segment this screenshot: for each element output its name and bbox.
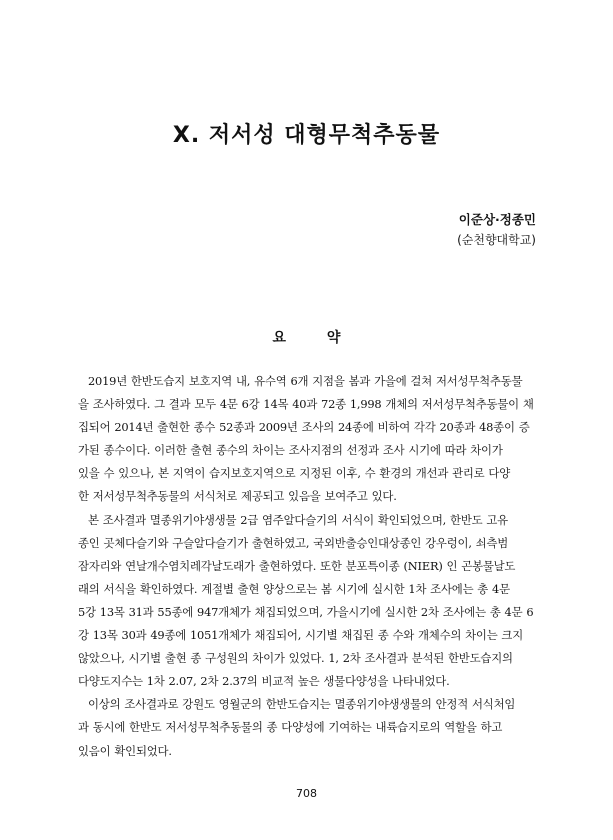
- abstract-paragraph-1: [78, 370, 536, 509]
- text-line: 강 13목 30과 49종에 1051개체가 채집되어, 시기별 채집된 종 수와 개체수의 차이는 크지: [78, 628, 524, 643]
- abstract-paragraph-3: [78, 693, 536, 762]
- text-line: 다양도지수는 1차 2.07, 2차 2.37의 비교적 높은 생물다양성을 나타내었다.: [78, 674, 450, 689]
- text-line: 종인 곳체다슬기와 구슬알다슬기가 출현하였고, 국외반출승인대상종인 강우렁이, 쇠측범: [78, 535, 509, 550]
- text-line: 있음이 확인되었다.: [78, 743, 172, 758]
- text-line: 않았으나, 시기별 출현 종 구성원의 차이가 있었다. 1, 2차 조사결과 분석된 한반도습지의: [78, 651, 513, 666]
- author-affiliation: (순천향대학교): [457, 233, 536, 247]
- text-line: 이상의 조사결과로 강원도 영월군의 한반도습지는 멸종위기야생생물의 안정적 서식처임: [88, 697, 516, 712]
- text-line: 5강 13목 31과 55종에 947개체가 채집되었으며, 가을시기에 실시한 2차 조사에는 총 4문 6: [78, 604, 534, 619]
- text-line: 2019년 한반도습지 보호지역 내, 유수역 6개 지점을 봄과 가을에 걸쳐 저서성무척추동물: [88, 374, 523, 388]
- text-line: 을 조사하였다. 그 결과 모두 4문 6강 14목 40과 72종 1,998 개체의 저서성무척추동물이 채: [78, 397, 534, 412]
- abstract-paragraph-2: [78, 509, 536, 694]
- text-line: 잠자리와 연날개수염치레각날도래가 출현하였다. 또한 분포특이종 (NIER) 인 곤봉물날도: [78, 558, 516, 573]
- abstract-body: [78, 370, 536, 763]
- text-line: 가된 종수이다. 이러한 출현 종수의 차이는 조사지점의 선정과 조사 시기에 따라 차이가: [78, 443, 503, 458]
- text-line: 한 저서성무척추동물의 서식처로 제공되고 있음을 보여주고 있다.: [78, 489, 397, 504]
- page-number: 708: [296, 787, 317, 800]
- author-names: 이준상·정종민: [458, 212, 536, 227]
- text-line: 래의 서식을 확인하였다. 계절별 출현 양상으로는 봄 시기에 실시한 1차 조사에는 총 4문: [78, 581, 510, 596]
- text-line: 있을 수 있으나, 본 지역이 습지보호지역으로 지정된 이후, 수 환경의 개선과 관리로 다양: [78, 466, 511, 481]
- abstract-heading: 요 약: [272, 330, 359, 346]
- text-line: 집되어 2014년 출현한 종수 52종과 2009년 조사의 24종에 비하여 각각 20종과 48종이 증: [78, 420, 530, 435]
- author-block: [457, 210, 536, 250]
- chapter-title: X. 저서성 대형무척추동물: [172, 123, 441, 148]
- text-line: 본 조사결과 멸종위기야생생물 2급 염주알다슬기의 서식이 확인되었으며, 한반도 고유: [88, 512, 508, 527]
- text-line: 과 동시에 한반도 저서성무척추동물의 종 다양성에 기여하는 내륙습지로의 역할을 하고: [78, 720, 503, 735]
